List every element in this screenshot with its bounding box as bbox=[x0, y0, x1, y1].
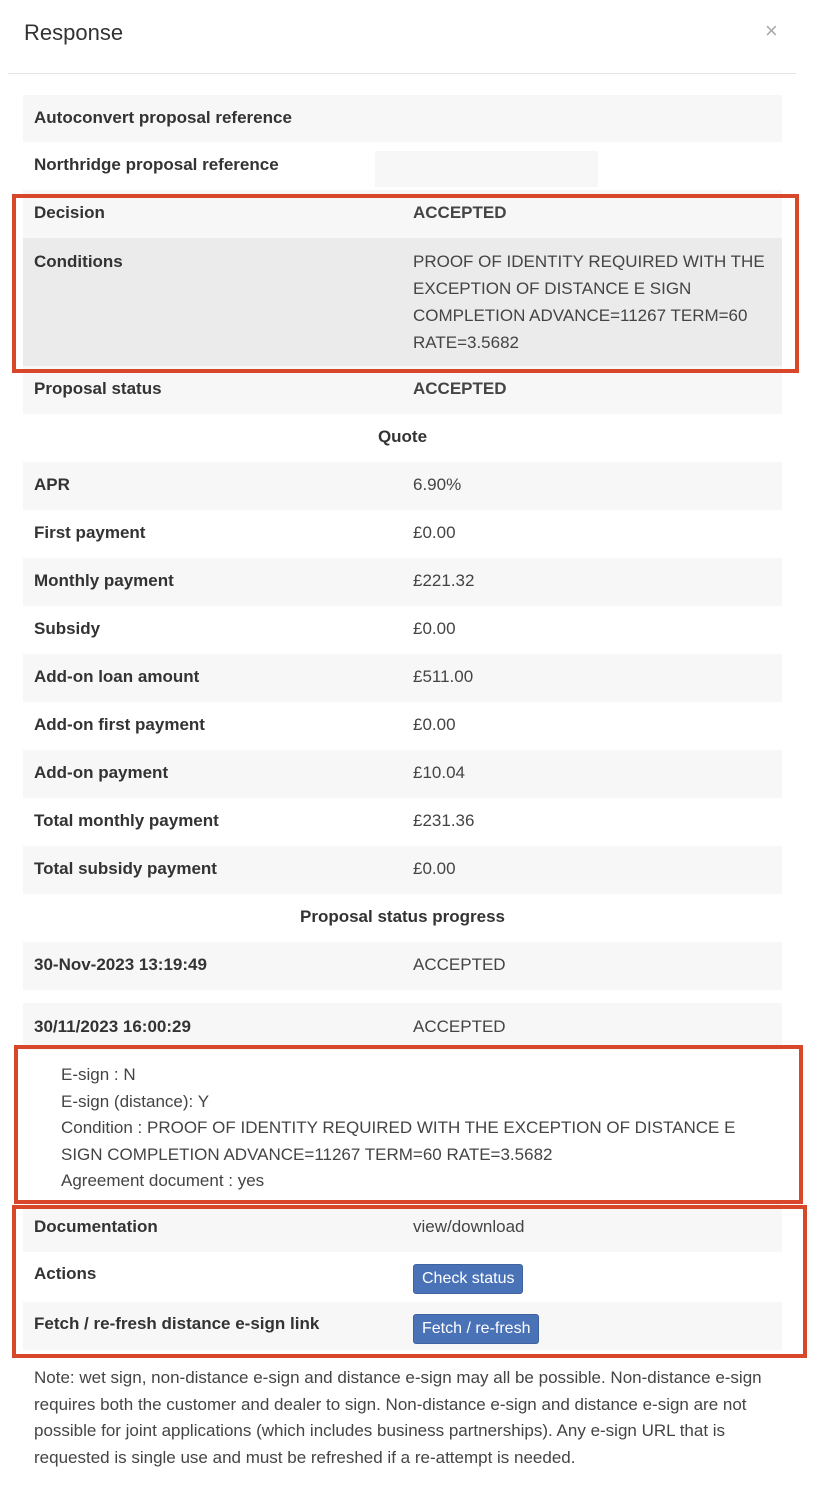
progress-row bbox=[23, 1003, 782, 1050]
row-label: Monthly payment bbox=[34, 571, 174, 590]
check-status-button[interactable]: Check status bbox=[413, 1264, 523, 1294]
row-value: ACCEPTED bbox=[413, 379, 507, 398]
northridge-ref-row bbox=[23, 142, 782, 190]
highlight-box bbox=[12, 194, 799, 373]
row-label: Add-on loan amount bbox=[34, 667, 200, 686]
highlight-box bbox=[12, 1205, 807, 1358]
progress-heading: Proposal status progress bbox=[299, 907, 505, 926]
row-label: APR bbox=[34, 475, 70, 494]
row-label: Add-on first payment bbox=[34, 715, 205, 734]
note-text: Note: wet sign, non-distance e-sign and distance e-sign may all be possible. Non-distance e-sign requires both the customer and dealer to sign. Non-distance e-sign and distance e-sign are not possible for joint applications (which includes business partnerships). Any e-sign URL that is requested is single use and must be refreshed if a re-attempt is needed. bbox=[34, 1368, 762, 1467]
quote-row bbox=[23, 654, 782, 702]
view-download-link[interactable]: view/download bbox=[413, 1217, 525, 1236]
row-value: £231.36 bbox=[413, 811, 475, 830]
row-value: PROOF OF IDENTITY REQUIRED WITH THE EXCEPTION OF DISTANCE E SIGN COMPLETION ADVANCE=11267 TERM=60 RATE=3.5682 bbox=[413, 252, 765, 352]
quote-row bbox=[23, 798, 782, 846]
row-label: Autoconvert proposal reference bbox=[34, 108, 292, 127]
row-value: £0.00 bbox=[413, 619, 456, 638]
row-value: 6.90% bbox=[413, 475, 462, 494]
row-label: First payment bbox=[34, 523, 146, 542]
row-label: Total subsidy payment bbox=[34, 859, 217, 878]
row-label: Northridge proposal reference bbox=[34, 155, 279, 174]
esign-distance-line: E-sign (distance): Y bbox=[61, 1091, 210, 1111]
row-value: £0.00 bbox=[413, 715, 456, 734]
row-value: £221.32 bbox=[413, 571, 475, 590]
row-label: Documentation bbox=[34, 1217, 158, 1236]
quote-row bbox=[23, 702, 782, 750]
row-value: ACCEPTED bbox=[413, 1017, 506, 1036]
proposal-status-row bbox=[23, 366, 782, 414]
row-label: Conditions bbox=[34, 252, 123, 271]
row-value bbox=[375, 151, 598, 187]
row-value: £10.04 bbox=[413, 763, 465, 782]
divider bbox=[8, 73, 796, 74]
fetch-refresh-button[interactable]: Fetch / re-fresh bbox=[413, 1314, 539, 1344]
quote-row bbox=[23, 462, 782, 510]
row-value: ACCEPTED bbox=[413, 955, 506, 974]
agreement-document-line: Agreement document : yes bbox=[61, 1171, 265, 1190]
row-value: £511.00 bbox=[413, 667, 474, 686]
row-label: Total monthly payment bbox=[34, 811, 219, 830]
quote-row bbox=[23, 606, 782, 654]
row-label: Proposal status bbox=[34, 379, 162, 398]
row-value: £0.00 bbox=[413, 523, 456, 542]
row-label: Decision bbox=[34, 203, 105, 222]
highlight-box bbox=[14, 1045, 803, 1204]
quote-row bbox=[23, 558, 782, 606]
autoconvert-ref-row bbox=[23, 95, 782, 142]
quote-row bbox=[23, 846, 782, 894]
quote-heading: Quote bbox=[377, 427, 428, 446]
row-label: Actions bbox=[34, 1264, 97, 1283]
modal-title: Response bbox=[24, 20, 124, 45]
close-icon[interactable]: × bbox=[765, 18, 778, 43]
row-label: Subsidy bbox=[34, 619, 101, 638]
esign-line: E-sign : N bbox=[61, 1065, 136, 1084]
quote-row bbox=[23, 750, 782, 798]
condition-line: Condition : PROOF OF IDENTITY REQUIRED WITH THE EXCEPTION OF DISTANCE E SIGN COMPLETION ADVANCE=11267 TERM=60 RATE=3.5682 bbox=[61, 1118, 736, 1164]
row-value: ACCEPTED bbox=[413, 203, 507, 222]
row-label: Fetch / re-fresh distance e-sign link bbox=[34, 1314, 320, 1333]
row-label: 30-Nov-2023 13:19:49 bbox=[34, 955, 207, 974]
progress-row bbox=[23, 942, 782, 990]
row-label: Add-on payment bbox=[34, 763, 169, 782]
row-value: £0.00 bbox=[413, 859, 456, 878]
row-label: 30/11/2023 16:00:29 bbox=[34, 1017, 191, 1036]
quote-row bbox=[23, 510, 782, 558]
